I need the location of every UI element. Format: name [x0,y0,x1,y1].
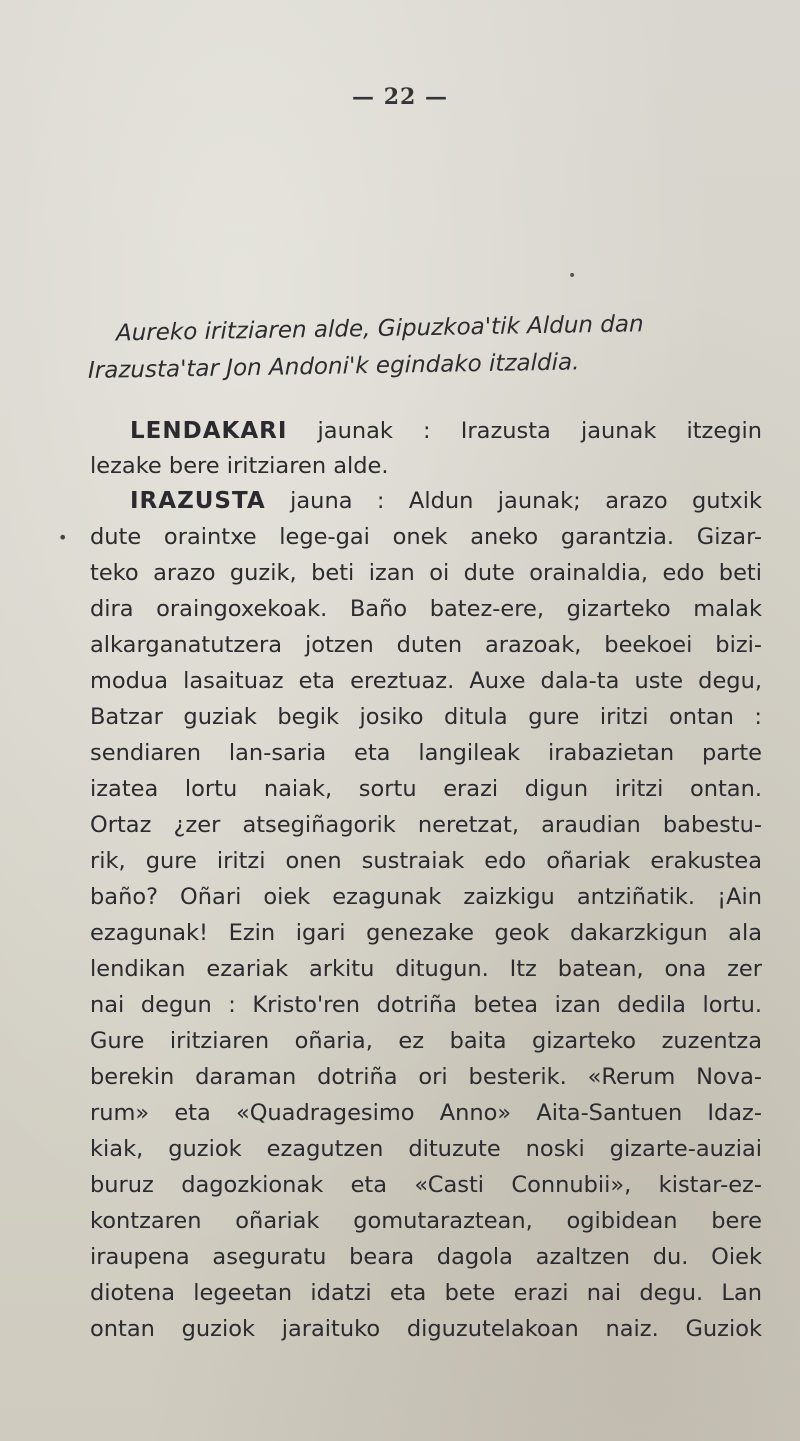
paragraph-2-line-1 [130,484,762,518]
text-line: alkarganatutzera jotzen duten arazoak, beekoei bizi- [90,632,762,658]
text-line: teko arazo guzik, beti izan oi dute orainaldia, edo beti [90,560,762,586]
text-line: Batzar guziak begik josiko ditula gure iritzi ontan : [90,704,762,730]
text-line: izatea lortu naiak, sortu erazi digun iritzi ontan. [90,776,762,802]
page-number: — 22 — [352,84,448,110]
text-line: sendiaren lan-saria eta langileak irabazietan parte [90,740,762,766]
text-line: modua lasaituaz eta ereztuaz. Auxe dala-ta uste degu, [90,668,762,694]
text-line: rum» eta «Quadragesimo Anno» Aita-Santuen Idaz- [90,1100,762,1126]
paragraph-1-line-2: lezake bere iritziaren alde. [90,453,389,479]
margin-mark: • [58,528,68,547]
text-line: berekin daraman dotriña ori besterik. «Rerum Nova- [90,1064,762,1090]
paragraph-text: jauna : Aldun jaunak; arazo gutxik [290,488,762,514]
text-line: kontzaren oñariak gomutaraztean, ogibidean bere [90,1208,762,1234]
paragraph-1-line-1 [130,414,762,448]
speaker-name: IRAZUSTA [130,488,266,514]
text-line: ezagunak! Ezin igari genezake geok dakarzkigun ala [90,920,762,946]
heading-line-1: Aureko iritziaren alde, Gipuzkoa'tik Aldun dan [116,311,644,347]
text-line: diotena legeetan idatzi eta bete erazi nai degu. Lan [90,1280,762,1306]
text-line: lendikan ezariak arkitu ditugun. Itz batean, ona zer [90,956,762,982]
speaker-name: LENDAKARI [130,418,288,444]
ink-speck: • [568,268,577,284]
paragraph-text: jaunak : Irazusta jaunak itzegin [317,418,762,444]
text-line: kiak, guziok ezagutzen dituzute noski gizarte-auziai [90,1136,762,1162]
text-line: rik, gure iritzi onen sustraiak edo oñariak erakustea [90,848,762,874]
text-line: Gure iritziaren oñaria, ez baita gizarteko zuzentza [90,1028,762,1054]
text-line: baño? Oñari oiek ezagunak zaizkigu antziñatik. ¡Ain [90,884,762,910]
text-line: Ortaz ¿zer atsegiñagorik neretzat, araudian babestu- [90,812,762,838]
text-line: ontan guziok jaraituko diguzutelakoan naiz. Guziok [90,1316,762,1342]
text-line: iraupena aseguratu beara dagola azaltzen du. Oiek [90,1244,762,1270]
text-line: nai degun : Kristo'ren dotriña betea izan dedila lortu. [90,992,762,1018]
heading-line-2: Irazusta'tar Jon Andoni'k egindako itzaldia. [88,349,580,384]
speech-heading [88,304,768,390]
text-line: buruz dagozkionak eta «Casti Connubii», kistar-ez- [90,1172,762,1198]
text-line: dute oraintxe lege-gai onek aneko garantzia. Gizar- [90,524,762,550]
text-line: dira oraingoxekoak. Baño batez-ere, gizarteko malak [90,596,762,622]
